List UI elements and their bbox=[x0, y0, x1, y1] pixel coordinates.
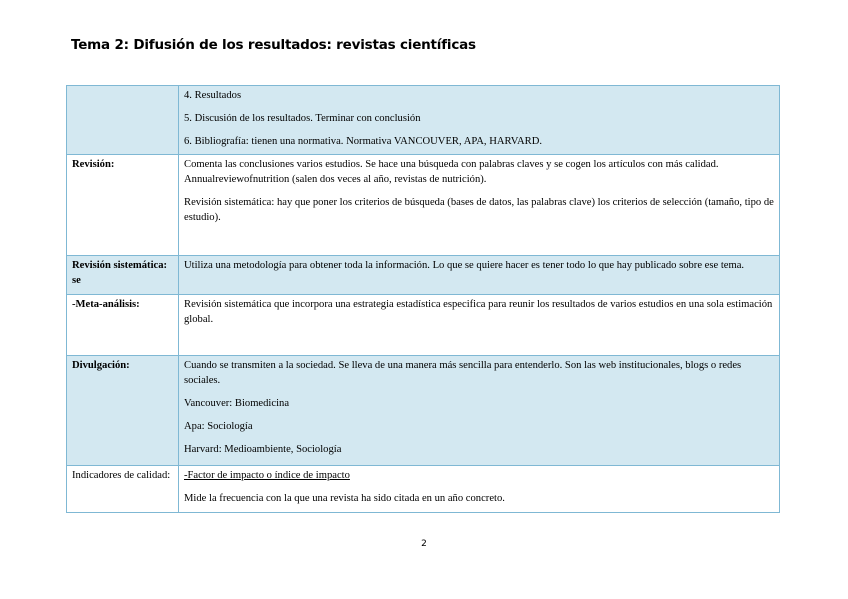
row-content bbox=[179, 466, 780, 513]
paragraph: Harvard: Medioambiente, Sociología bbox=[184, 444, 342, 455]
paragraph: -Factor de impacto o índice de impacto bbox=[184, 470, 350, 481]
table-row bbox=[67, 155, 780, 256]
table-row bbox=[67, 356, 780, 466]
row-content bbox=[179, 86, 780, 155]
paragraph: Cuando se transmiten a la sociedad. Se lleva de una manera más sencilla para entenderlo. Son las web institucionales, blogs o redes sociales. bbox=[184, 360, 742, 386]
paragraph: Utiliza una metodología para obtener toda la información. Lo que se quiere hacer es tener todo lo que hay publicado sobre ese tema. bbox=[184, 260, 745, 271]
table-row bbox=[67, 256, 780, 295]
paragraph: Mide la frecuencia con la que una revista ha sido citada en un año concreto. bbox=[184, 493, 505, 504]
row-label: -Meta-análisis: bbox=[67, 295, 179, 356]
paragraph: Apa: Sociología bbox=[184, 421, 253, 432]
paragraph: Vancouver: Biomedicina bbox=[184, 398, 290, 409]
row-content bbox=[179, 295, 780, 356]
row-label: Revisión sistemática: se bbox=[67, 256, 179, 295]
paragraph: Revisión sistemática que incorpora una estrategia estadística especifica para reunir los resultados de varios estudios en una sola estimación global. bbox=[184, 299, 773, 325]
row-content bbox=[179, 155, 780, 256]
row-content bbox=[179, 256, 780, 295]
table-row bbox=[67, 466, 780, 513]
notes-table bbox=[66, 85, 780, 513]
row-label: Divulgación: bbox=[67, 356, 179, 466]
paragraph: 5. Discusión de los resultados. Terminar con conclusión bbox=[184, 113, 421, 124]
paragraph: 6. Bibliografía: tienen una normativa. Normativa VANCOUVER, APA, HARVARD. bbox=[184, 136, 543, 147]
page-title: Tema 2: Difusión de los resultados: revistas científicas bbox=[71, 37, 476, 53]
table-row bbox=[67, 295, 780, 356]
paragraph: Revisión sistemática: hay que poner los criterios de búsqueda (bases de datos, las palabras clave) los criterios de selección (tamaño, tipo de estudio). bbox=[184, 197, 774, 223]
row-content bbox=[179, 356, 780, 466]
row-label: Indicadores de calidad: bbox=[67, 466, 179, 513]
page-number: 2 bbox=[421, 539, 427, 549]
paragraph: Comenta las conclusiones varios estudios. Se hace una búsqueda con palabras claves y se cogen los artículos con más calidad. Annualreviewofnutrition (salen dos veces al año, revistas de nutrición). bbox=[184, 159, 719, 185]
paragraph: 4. Resultados bbox=[184, 90, 242, 101]
row-label bbox=[67, 86, 179, 155]
table-row bbox=[67, 86, 780, 155]
row-label: Revisión: bbox=[67, 155, 179, 256]
